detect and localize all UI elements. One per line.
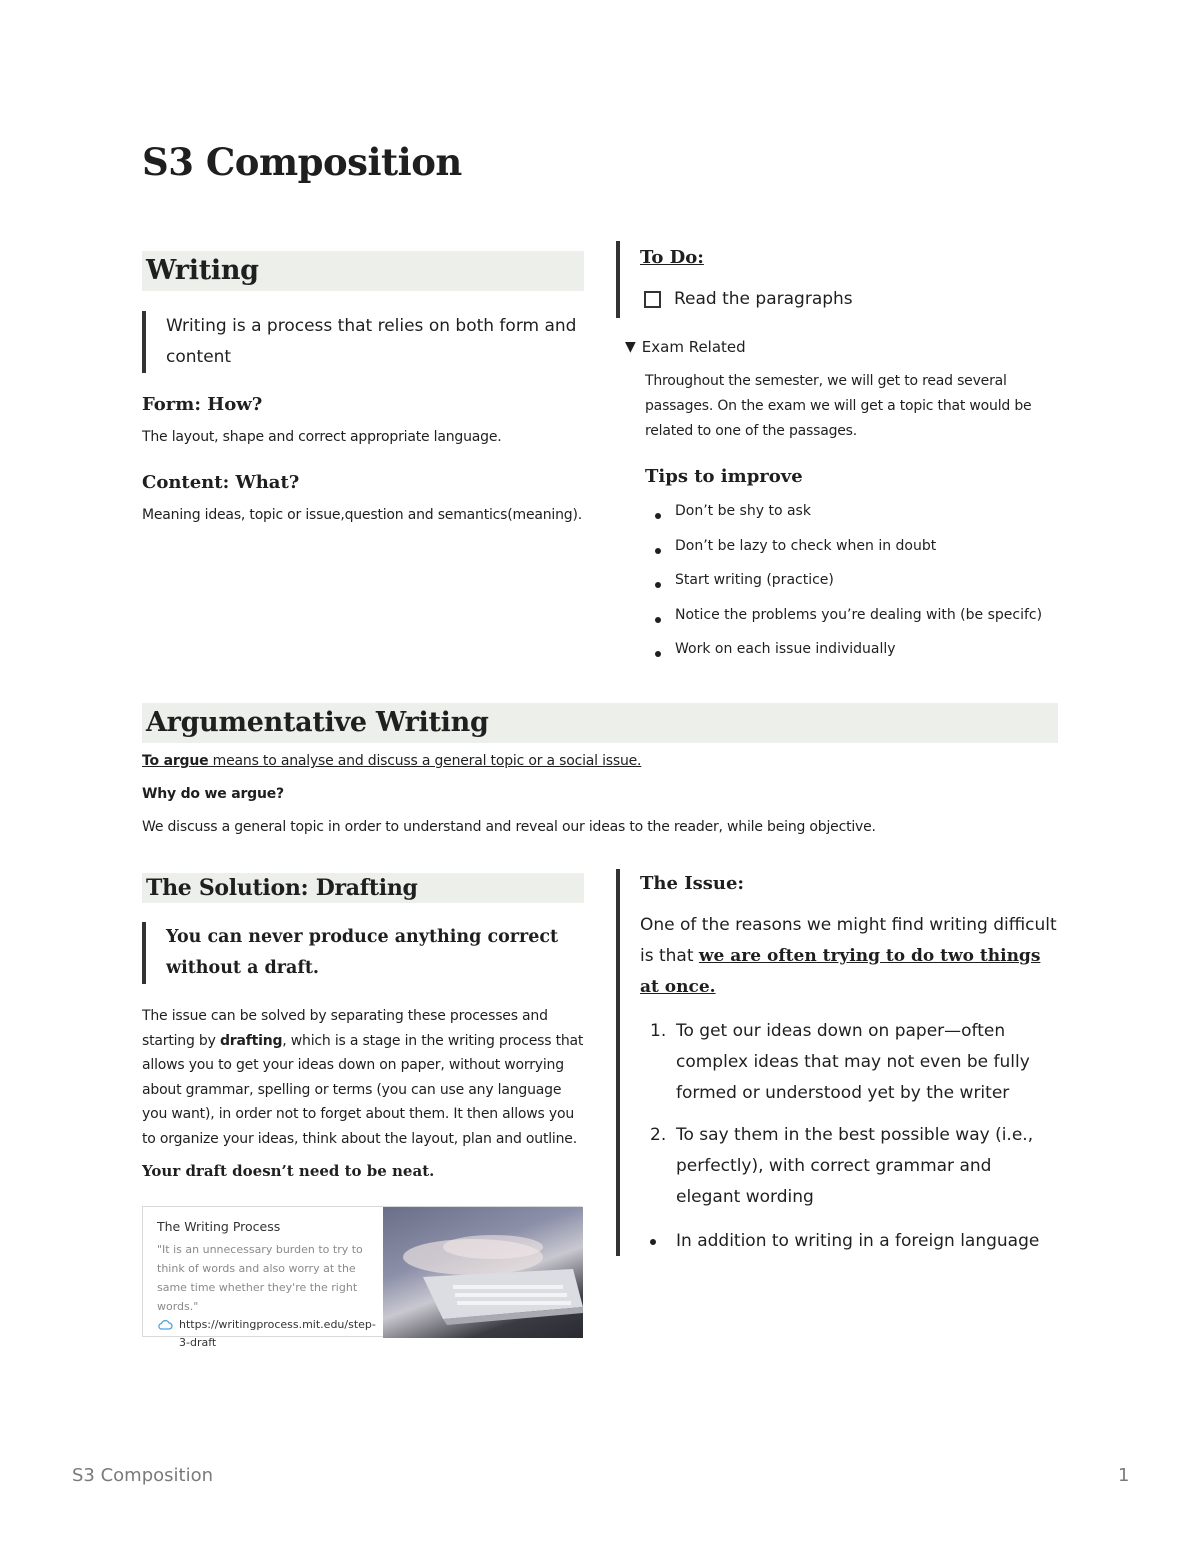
bookmark-image xyxy=(383,1207,583,1338)
list-number: 2. xyxy=(650,1125,667,1145)
todo-heading: To Do: xyxy=(640,247,704,268)
issue-intro-bold: we are often trying to do two things at once. xyxy=(640,946,1041,997)
drafting-text-a: The issue can be solved by separating these processes and starting by xyxy=(142,1008,548,1049)
list-item: Start writing (practice) xyxy=(645,568,1065,603)
argumentative-heading: Argumentative Writing xyxy=(142,703,1058,743)
form-text: The layout, shape and correct appropriate language. xyxy=(142,429,502,445)
keyboard-photo xyxy=(383,1207,583,1338)
issue-callout-bar xyxy=(616,869,620,1256)
exam-text: Throughout the semester, we will get to read several passages. On the exam we will get a topic that would be related to one of the passages. xyxy=(645,373,1032,439)
checkbox[interactable] xyxy=(644,291,661,308)
bookmark-title: The Writing Process xyxy=(157,1219,281,1234)
list-item-text: To say them in the best possible way (i.e., perfectly), with correct grammar and elegant wording xyxy=(676,1125,1034,1207)
drafting-paragraph xyxy=(142,1004,584,1151)
drafting-quote-text: You can never produce anything correct without a draft. xyxy=(166,927,559,978)
todo-item-label: Read the paragraphs xyxy=(674,289,853,309)
argue-definition-rest: means to analyse and discuss a general topic or a social issue. xyxy=(208,753,642,769)
content-heading: Content: What? xyxy=(142,472,300,493)
bookmark-text xyxy=(157,1219,377,1352)
content-text: Meaning ideas, topic or issue,question and semantics(meaning). xyxy=(142,507,582,523)
issue-intro xyxy=(640,910,1060,1003)
list-item: Work on each issue individually xyxy=(645,637,1065,672)
bookmark-quote: "It is an unnecessary burden to try to think of words and also worry at the same time whether they're the right words." xyxy=(157,1243,363,1313)
bookmark-url[interactable]: https://writingprocess.mit.edu/step-3-draft xyxy=(179,1318,376,1349)
bookmark-card[interactable] xyxy=(142,1206,582,1349)
issue-bullet-list xyxy=(640,1226,1060,1257)
writing-quote xyxy=(142,311,582,373)
issue-heading: The Issue: xyxy=(640,873,745,894)
argue-definition xyxy=(142,749,1058,774)
footer-title: S3 Composition xyxy=(72,1465,214,1486)
argue-term: To argue xyxy=(142,753,209,769)
cloud-icon xyxy=(157,1319,173,1331)
triangle-down-icon[interactable]: ▼ xyxy=(625,339,636,355)
issue-numbered-list xyxy=(640,1016,1060,1213)
list-number: 1. xyxy=(650,1021,667,1041)
drafting-bold: drafting xyxy=(219,1032,283,1049)
page-number: 1 xyxy=(1118,1465,1130,1486)
tips-list xyxy=(645,499,1065,672)
list-item: Don’t be shy to ask xyxy=(645,499,1065,534)
issue-intro-text: One of the reasons we might find writing difficult is that xyxy=(640,915,1057,966)
why-argue: Why do we argue? xyxy=(142,786,284,802)
page-title: S3 Composition xyxy=(142,140,462,184)
list-item: In addition to writing in a foreign language xyxy=(640,1226,1060,1257)
drafting-heading: The Solution: Drafting xyxy=(142,873,584,903)
list-item: Don’t be lazy to check when in doubt xyxy=(645,534,1065,569)
writing-heading: Writing xyxy=(142,251,584,291)
list-item-text: To get our ideas down on paper—often complex ideas that may not even be fully formed or understood yet by the writer xyxy=(676,1021,1030,1103)
todo-item[interactable] xyxy=(644,289,853,309)
draft-neat-note: Your draft doesn’t need to be neat. xyxy=(142,1162,435,1180)
drafting-quote xyxy=(142,922,562,984)
exam-toggle[interactable] xyxy=(625,338,746,356)
list-item xyxy=(640,1016,1060,1109)
exam-toggle-label: Exam Related xyxy=(641,338,746,356)
form-heading: Form: How? xyxy=(142,394,263,415)
argue-answer: We discuss a general topic in order to understand and reveal our ideas to the reader, while being objective. xyxy=(142,819,876,835)
tips-heading: Tips to improve xyxy=(645,466,803,487)
list-item xyxy=(640,1120,1060,1213)
list-item: Notice the problems you’re dealing with (be specifc) xyxy=(645,603,1065,638)
writing-quote-text: Writing is a process that relies on both form and content xyxy=(166,316,577,367)
bookmark-link[interactable] xyxy=(157,1316,377,1352)
drafting-text-b: , which is a stage in the writing process that allows you to get your ideas down on paper, without worrying about grammar, spelling or terms (you can use any language you want), in order not to forget about them. It then allows you to organize your ideas, think about the layout, plan and outline. xyxy=(142,1032,584,1147)
todo-callout-bar xyxy=(616,241,620,318)
